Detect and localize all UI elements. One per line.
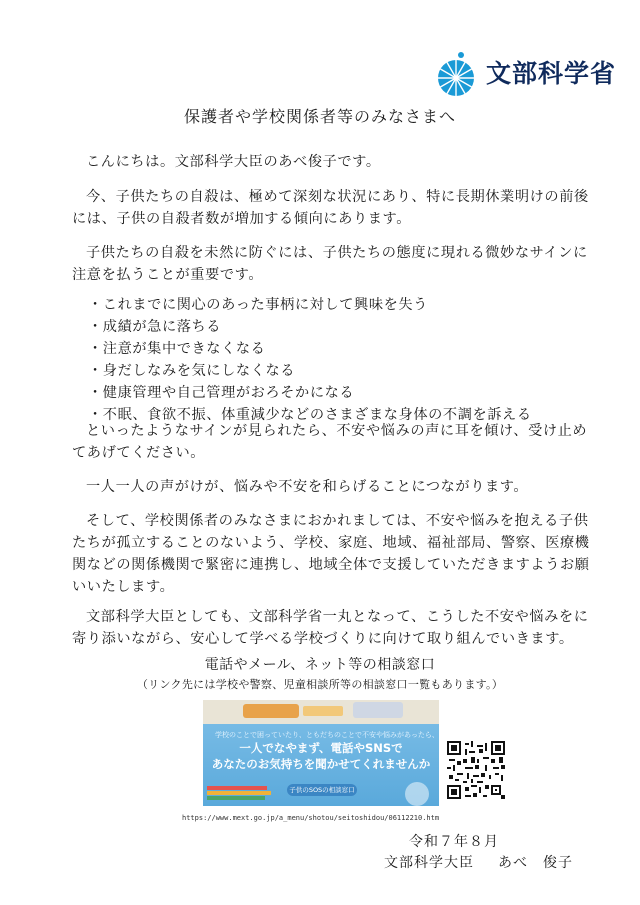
consultation-note: （リンク先には学校や警察、児童相談所等の相談窓口一覧もあります。） [136,678,504,691]
list-item: ・身だしなみを気にしなくなる [88,363,296,379]
qr-code-icon[interactable] [447,741,505,799]
paragraph-4: 一人一人の声がけが、悩みや不安を和らげることにつながります。 [86,479,529,495]
list-item: ・これまでに関心のあった事柄に対して興味を失う [88,297,428,313]
consultation-banner-link[interactable] [203,700,439,806]
sos-consultation-button[interactable]: 子供のSOSの相談窓口 [287,784,357,796]
letter-title: 保護者や学校関係者等のみなさまへ [183,107,456,126]
ministry-sunburst-icon [434,48,484,98]
signer-name: あべ 俊子 [498,855,573,871]
paragraph-2: 子供たちの自殺を未然に防ぐには、子供たちの態度に現れる微妙なサインに注意を払うことが重要です。 [72,245,588,283]
paragraph-5: そして、学校関係者のみなさまにおかれましては、不安や悩みを抱える子供たちが孤立することのないよう、学校、家庭、地域、福祉部局、警察、医療機関などの関係機関で緊密に連携し、地域全体で支援していただきますようお願いいたします。 [72,513,590,595]
list-item: ・不眠、食欲不振、体重減少などのさまざまな身体の不調を訴える [88,407,532,423]
paragraph-6: 文部科学大臣としても、文部科学省一丸となって、こうした不安や悩みをに寄り添いながら、安心して学べる学校づくりに向けて取り組んでいきます。 [72,609,589,647]
letter-date: 令和７年８月 [409,834,499,850]
ministry-logo [434,44,617,104]
signer-title: 文部科学大臣 [384,855,474,871]
banner-headline-2: あなたのお気持ちを聞かせてくれませんか [211,757,431,771]
consultation-url-link[interactable]: https://www.mext.go.jp/a_menu/shotou/seitoshidou/06112210.htm [182,814,440,822]
greeting: こんにちは。文部科学大臣のあべ俊子です。 [86,154,381,170]
ministry-name: 文部科学省 [486,59,617,88]
banner-intro-text: 学校のことで困っていたり、ともだちのことで不安や悩みがあったら、 [215,731,439,739]
paragraph-1: 今、子供たちの自殺は、極めて深刻な状況にあり、特に長期休業明けの前後には、子供の自殺者数が増加する傾向にあります。 [72,189,589,227]
banner-headline-1: 一人でなやまず、電話やSNSで [239,741,403,755]
consultation-heading: 電話やメール、ネット等の相談窓口 [204,657,436,673]
warning-signs-list [88,294,532,426]
list-item: ・注意が集中できなくなる [88,341,266,357]
list-item: ・成績が急に落ちる [88,319,222,335]
paragraph-3: といったようなサインが見られたら、不安や悩みの声に耳を傾け、受け止めてあげてください。 [72,423,588,461]
signature [384,852,573,872]
list-item: ・健康管理や自己管理がおろそかになる [88,385,355,401]
